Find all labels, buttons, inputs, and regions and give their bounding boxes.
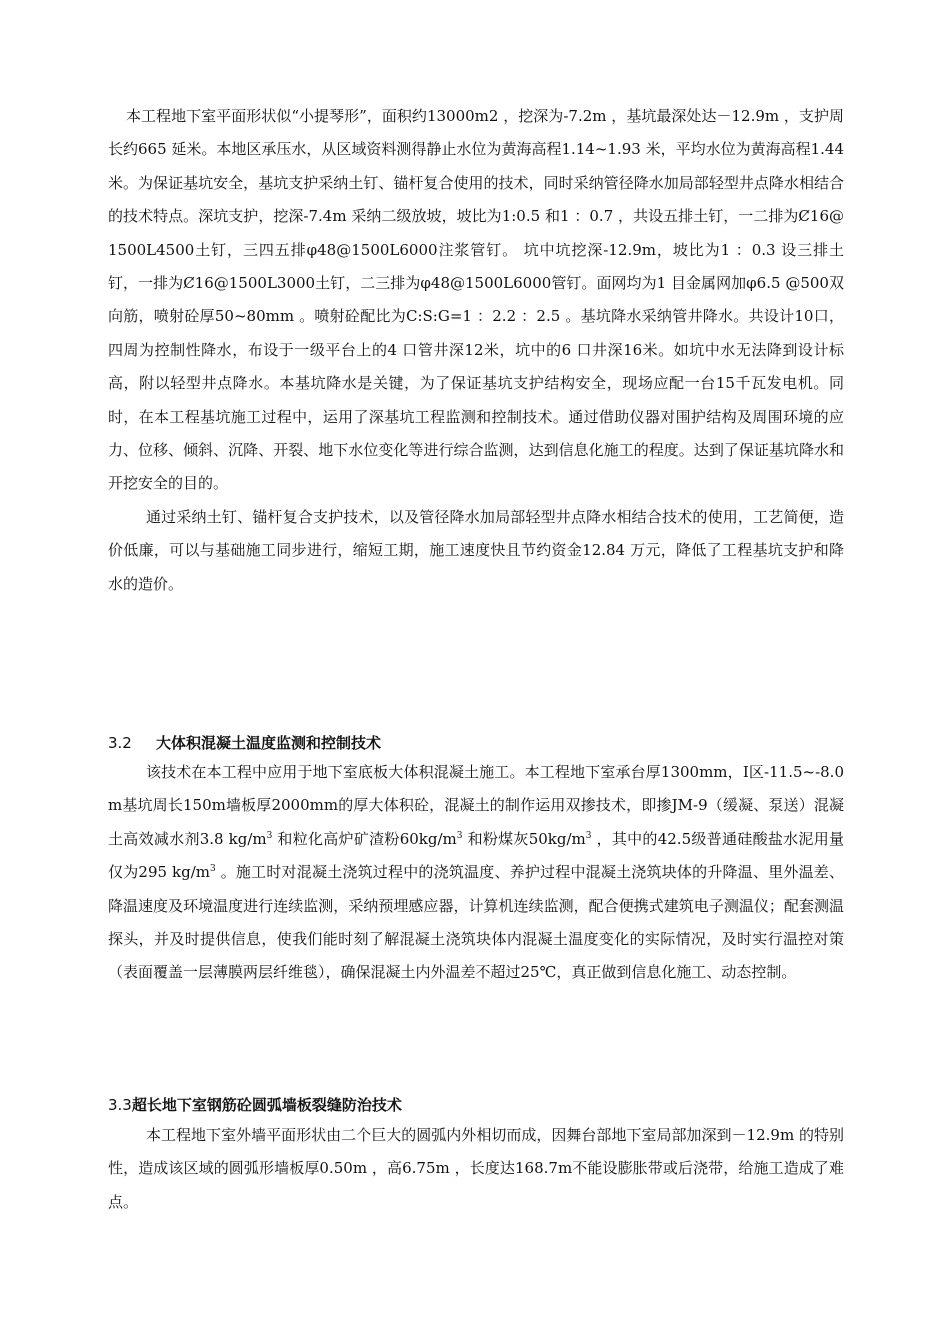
text-run: 该技术在本工程中应用于地下室底板大体积混凝土施工。本工程地下室承台厚1300mm，Ⅰ区-11.5~-8.0m基坑周长150m墙板厚2000mm的厚大体积砼，混凝土的制作运用双掺技术，即掺JM-9（缓凝、泵送）混凝土高效减水剂3.8 kg/m: [108, 763, 844, 848]
text-run: ，其中的42.5级普通硅酸盐水泥用量仅为295 kg/m: [108, 829, 845, 882]
superscript: 3: [585, 830, 592, 841]
superscript: 3: [456, 830, 463, 841]
intro-paragraph-1: 本工程地下室平面形状似“小提琴形”，面积约13000m2 ，挖深为-7.2m ，基坑最深处达－12.9m ，支护周长约665 延米。本地区承压水，从区域资料测得静止水位为黄海高程1.14~1.93 米，平均水位为黄海高程1.44米。为保证基坑安全，基坑支护采纳土钉、锚杆复合使用的技术，同时采纳管径降水加局部轻型井点降水相结合的技术特点。深坑支护，挖深-7.4m 采纳二级放坡，坡比为1:0.5 和1 ：0.7 ，共设五排土钉，一二排为Ȼ16@1500L4500土钉，三四五排φ48@1500L6000注浆管钉。 坑中坑挖深-12.9m，坡比为1 ：0.3 设三排土钉，一排为Ȼ16@1500L3000土钉，二三排为φ48@1500L6000管钉。面网均为1 目金属网加φ6.5 @500双向筋，喷射砼厚50~80mm 。喷射砼配比为C:S:G=1 ：2.2 ：2.5 。基坑降水采纳管井降水。共设计10口，四周为控制性降水，布设于一级平台上的4 口管井深12米，坑中的6 口井深16米。如坑中水无法降到设计标高，附以轻型井点降水。本基坑降水是关键，为了保证基坑支护结构安全，现场应配一台15千瓦发电机。同时，在本工程基坑施工过程中，运用了深基坑工程监测和控制技术。通过借助仪器对围护结构及周围环境的应力、位移、倾斜、沉降、开裂、地下水位变化等进行综合监测，达到信息化施工的程度。达到了保证基坑降水和开挖安全的目的。: [108, 107, 844, 493]
superscript: 3: [266, 830, 273, 841]
section-3-2-number: 3.2: [108, 734, 132, 752]
superscript: 3: [210, 864, 216, 875]
section-3-2-heading: [108, 731, 844, 755]
section-3-3-body: [108, 1119, 844, 1219]
text-run: 和粉煤灰50kg/m: [462, 829, 586, 848]
section-3-2-paragraph: [108, 756, 844, 990]
section-3-3-title: 超长地下室钢筋砼圆弧墙板裂缝防治技术: [131, 1096, 402, 1114]
text-run: 。施工时对混凝土浇筑过程中的浇筑温度、养护过程中混凝土浇筑块体的升降温、里外温差、降温速度及环境温度进行连续监测，采纳预埋感应器，计算机连续监测，配合便携式建筑电子测温仪；配套测温探头，并及时提供信息，使我们能时刻了解混凝土浇筑块体内混凝土温度变化的实际情况，及时实行温控对策（表面覆盖一层薄膜两层纤维毯），确保混凝土内外温差不超过25℃，真正做到信息化施工、动态控制。: [108, 863, 844, 982]
section-3-2-body: [108, 756, 844, 990]
text-run: 和粒化高炉矿渣粉60kg/m: [272, 829, 457, 848]
section-3-2-title: 大体积混凝土温度监测和控制技术: [156, 734, 382, 752]
intro-section: [108, 100, 844, 601]
section-3-3-number: 3.3: [108, 1096, 132, 1114]
section-3-3-paragraph: 本工程地下室外墙平面形状由二个巨大的圆弧内外相切而成，因舞台部地下室局部加深到－12.9m 的特别性，造成该区域的圆弧形墙板厚0.50m ，高6.75m ，长度达168.7m不能设膨胀带或后浇带，给施工造成了难点。: [108, 1126, 844, 1211]
intro-paragraph-2: 通过采纳土钉、锚杆复合支护技术，以及管径降水加局部轻型井点降水相结合技术的使用，工艺简便，造价低廉，可以与基础施工同步进行，缩短工期，施工速度快且节约资金12.84 万元，降低了工程基坑支护和降水的造价。: [108, 507, 844, 593]
section-3-3-heading: [108, 1093, 844, 1117]
